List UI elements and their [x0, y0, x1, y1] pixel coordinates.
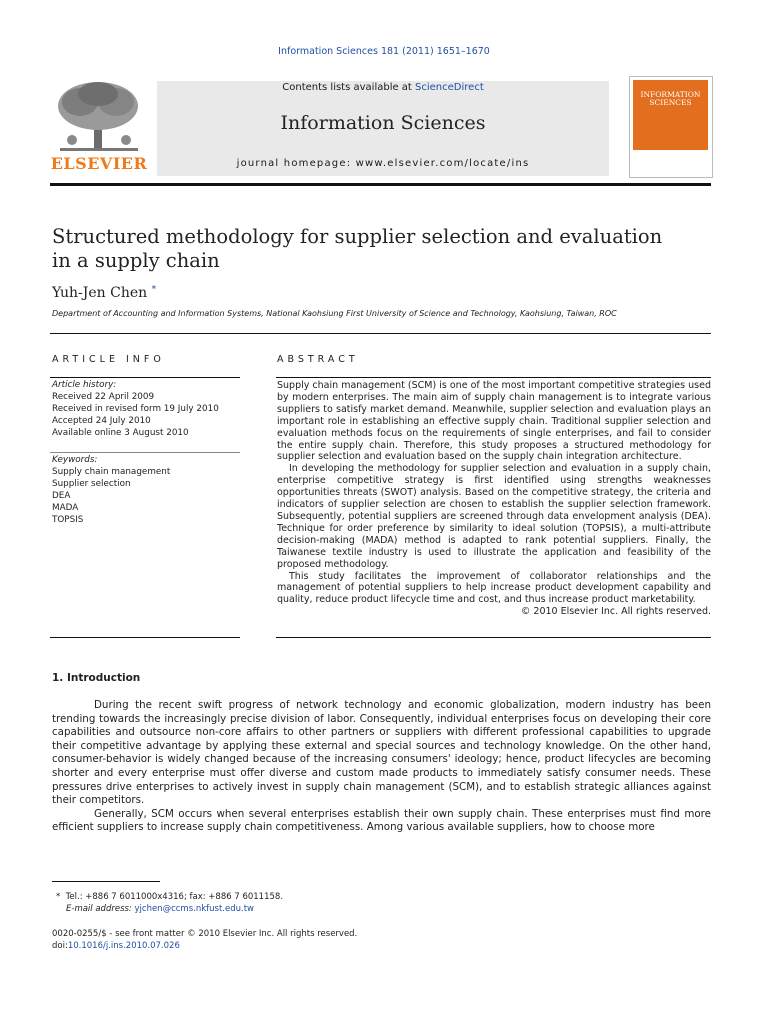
- email-label: E-mail address:: [66, 904, 135, 914]
- doi-link[interactable]: 10.1016/j.ins.2010.07.026: [67, 941, 180, 951]
- keywords-label: Keywords:: [52, 455, 98, 465]
- affiliation: Department of Accounting and Information Systems, National Kaohsiung First University of Science and Technology, Kaohsiung, Taiwan, ROC: [52, 309, 617, 318]
- header-rule: [50, 183, 711, 186]
- introduction-paragraph-2: Generally, SCM occurs when several enterprises establish their own supply chain. These enterprises must find more efficient suppliers to increase supply chain competitiveness. Among various available suppliers, how to choose more: [52, 807, 711, 834]
- paper-title: [52, 225, 692, 273]
- abstract-bottom-rule: [276, 637, 711, 638]
- journal-homepage[interactable]: journal homepage: www.elsevier.com/locate/ins: [236, 158, 530, 169]
- cover-title: INFORMATION SCIENCES: [640, 90, 701, 107]
- history-list: [52, 391, 219, 439]
- keyword-item: Supplier selection: [52, 479, 131, 489]
- title-rule: [50, 333, 711, 334]
- abstract-body: [277, 380, 711, 618]
- title-line-1: Structured methodology for supplier selection and evaluation: [52, 225, 663, 248]
- footnote-mark: *: [56, 892, 61, 902]
- abstract-heading: ABSTRACT: [277, 354, 359, 365]
- keyword-item: DEA: [52, 491, 71, 501]
- issn-line: 0020-0255/$ - see front matter © 2010 Elsevier Inc. All rights reserved.: [52, 929, 358, 939]
- article-info-bottom-rule: [50, 637, 240, 638]
- keyword-item: Supply chain management: [52, 467, 171, 477]
- abstract-paragraph-1: Supply chain management (SCM) is one of the most important competitive strategies used by modern enterprises. The main aim of supply chain management is to integrate various suppliers to satisfy market demand. Meanwhile, supplier selection and evaluation plays an important role in establishing an effective supply chain. Traditional supplier selection and evaluation methods focus on the requirements of single enterprises, and fail to consider the entire supply chain. Therefore, this study proposes a structured methodology for supplier selection and evaluation based on the supply chain integration architecture.: [277, 380, 711, 463]
- footnote-rule: [52, 881, 160, 882]
- article-info-heading: ARTICLE INFO: [52, 354, 165, 365]
- history-item: Received 22 April 2009: [52, 392, 155, 402]
- abstract-paragraph-3: This study facilitates the improvement of collaborator relationships and the management of potential suppliers to help increase product development capability and quality, reduce product lifecycle time and cost, and thus increase product marketability.: [277, 570, 711, 606]
- footnote: [56, 891, 283, 915]
- keyword-item: MADA: [52, 503, 79, 513]
- doi-prefix: doi:: [52, 941, 68, 951]
- history-label: Article history:: [52, 380, 117, 390]
- keywords-rule: [50, 452, 240, 453]
- abstract-paragraph-2: In developing the methodology for supplier selection and evaluation in a supply chain, enterprise competitive strategy is first identified using strengths weaknesses opportunities threats (SWOT) analysis. Based on the competitive strategy, the criteria and indicators of supplier selection are chosen to establish the supplier selection framework. Subsequently, potential suppliers are screened through data envelopment analysis (DEA). Technique for order preference by similarity to ideal solution (TOPSIS), a multi-attribute decision-making (MADA) method is adapted to rank potential suppliers. Finally, the Taiwanese textile industry is used to illustrate the application and feasibility of the proposed methodology.: [277, 463, 711, 570]
- sciencedirect-link[interactable]: ScienceDirect: [415, 82, 484, 93]
- abstract-rule: [276, 377, 711, 378]
- author-name: Yuh-Jen Chen: [52, 285, 148, 301]
- doi-line: [52, 940, 357, 952]
- history-item: Received in revised form 19 July 2010: [52, 404, 219, 414]
- contents-line: [157, 82, 609, 93]
- elsevier-wordmark: ELSEVIER: [50, 154, 148, 173]
- footnote-email-line: [56, 903, 283, 915]
- keyword-item: TOPSIS: [52, 515, 84, 525]
- author: [52, 285, 156, 301]
- article-info-rule: [50, 377, 240, 378]
- journal-cover-thumbnail: [629, 76, 713, 178]
- history-item: Accepted 24 July 2010: [52, 416, 151, 426]
- keywords-list: [52, 466, 170, 526]
- introduction-heading: 1. Introduction: [52, 672, 141, 684]
- corresponding-author-mark[interactable]: *: [151, 285, 157, 295]
- journal-title: Information Sciences: [280, 112, 486, 134]
- introduction-paragraph-1: During the recent swift progress of network technology and economic globalization, modern industry has been trending towards the increasingly precise division of labor. Consequently, individual enterprises focus on developing their core capabilities and outsource non-core affairs to other partners or suppliers with different professional capabilities to upgrade their competitive advantage by applying these external and special sources and technology knowledge. On the other hand, consumer-behavior is widely changed because of the increasing consumers' ideology; hence, product lifecycles are becoming shorter and every enterprise must offer diverse and custom made products to immediately satisfy consumer needs. These pressures drive enterprises to actively invest in supply chain management (SCM), and to establish strategic alliances against their competitors.: [52, 699, 711, 807]
- contents-prefix: Contents lists available at: [282, 82, 416, 93]
- introduction-body: [52, 699, 711, 835]
- email-link[interactable]: yjchen@ccms.nkfust.edu.tw: [134, 904, 254, 914]
- journal-reference[interactable]: Information Sciences 181 (2011) 1651–1670: [278, 46, 490, 57]
- footnote-contact: [56, 891, 283, 903]
- title-line-2: in a supply chain: [52, 249, 220, 272]
- history-item: Available online 3 August 2010: [52, 428, 189, 438]
- footnote-tel: Tel.: +886 7 6011000x4316; fax: +886 7 6011158.: [65, 892, 284, 902]
- abstract-copyright: © 2010 Elsevier Inc. All rights reserved.: [520, 606, 711, 618]
- front-matter: [52, 928, 357, 952]
